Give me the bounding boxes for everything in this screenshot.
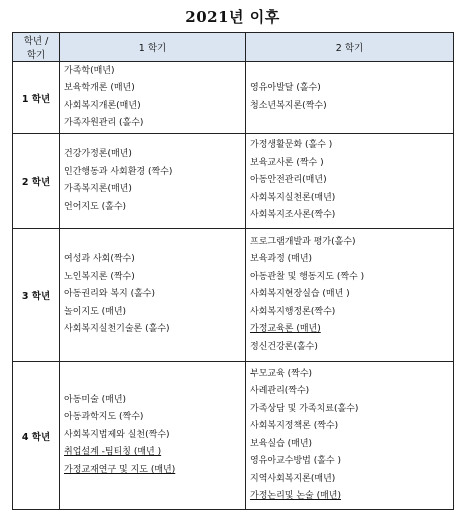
course-item: 지역사회복지론(매년) xyxy=(250,473,336,484)
curriculum-table xyxy=(12,32,454,510)
semester2-courses xyxy=(246,134,454,229)
semester1-courses xyxy=(60,362,246,510)
course-item: 아동권리와 복지 (홀수) xyxy=(64,289,155,300)
semester2-courses xyxy=(246,229,454,362)
course-item: 사회복지개론(매년) xyxy=(64,100,141,111)
course-item: 가족학(매년) xyxy=(64,65,115,76)
year-label: 1 학년 xyxy=(13,62,60,134)
header-semester-label: 학기 xyxy=(26,50,46,61)
course-item: 보육실습 (매년) xyxy=(250,438,313,449)
course-item: 사례관리(짝수) xyxy=(250,386,310,396)
semester1-header: 1 학기 xyxy=(60,33,246,62)
course-item: 가족복지론(매년) xyxy=(64,184,132,194)
course-item: 여성과 사회(짝수) xyxy=(64,254,135,265)
course-item: 언어지도 (홀수) xyxy=(64,201,127,212)
semester1-courses xyxy=(60,134,246,229)
semester2-courses xyxy=(246,362,454,510)
course-item: 영유아교수방법 (홀수 ) xyxy=(250,456,341,466)
course-item: 아동미술 (매년) xyxy=(64,394,127,405)
course-item: 아동관찰 및 행동지도 (짝수 ) xyxy=(250,271,365,282)
course-item: 사회복지실천론(매년) xyxy=(250,192,336,203)
course-item: 노인복지론 (짝수) xyxy=(64,271,135,282)
header-row xyxy=(13,33,454,62)
header-year-label: 학년 / xyxy=(23,36,49,47)
year-semester-header xyxy=(13,33,60,62)
year-row-4 xyxy=(13,362,454,510)
course-item: 가정생활문화 (홀수 ) xyxy=(250,140,333,151)
course-item: 아동안전관리(매년) xyxy=(250,175,327,186)
course-item: 사회복지행정론(짝수) xyxy=(250,306,336,317)
course-item: 인간행동과 사회환경 (짝수) xyxy=(64,166,173,177)
course-item: 보육교사론 (짝수 ) xyxy=(250,157,324,168)
course-item: 사회복지실천기술론 (홀수) xyxy=(64,324,170,335)
semester1-courses xyxy=(60,62,246,134)
course-item: 놀이지도 (매년) xyxy=(64,306,127,317)
page-title: 2021년 이후 xyxy=(185,8,280,26)
year-label: 3 학년 xyxy=(13,229,60,362)
year-row-2 xyxy=(13,134,454,229)
course-item: 보육과정 (매년) xyxy=(250,254,313,265)
course-item: 가족자원관리 (홀수) xyxy=(64,118,144,128)
course-item: 보육학개론 (매년) xyxy=(64,83,135,93)
year-label: 2 학년 xyxy=(13,134,60,229)
year-label: 4 학년 xyxy=(13,362,60,510)
course-item: 취업설계 -팀티칭 (매년 ) xyxy=(64,447,162,458)
course-item: 가정교육론 (매년) xyxy=(250,324,321,335)
year-row-3 xyxy=(13,229,454,362)
course-item: 사회복지법제와 실천(짝수) xyxy=(64,429,170,440)
course-item: 가정교재연구 및 지도 (매년) xyxy=(64,464,176,475)
year-row-1 xyxy=(13,62,454,134)
course-item: 부모교육 (짝수) xyxy=(250,368,313,379)
semester1-courses xyxy=(60,229,246,362)
course-item: 건강가정론(매년) xyxy=(64,149,132,159)
course-item: 정신건강론(홀수) xyxy=(250,341,318,352)
course-item: 사회복지현장실습 (매년 ) xyxy=(250,289,350,300)
course-item: 아동과학지도 (짝수) xyxy=(64,412,144,423)
semester2-courses xyxy=(246,62,454,134)
course-item: 영유아발달 (홀수) xyxy=(250,83,321,93)
course-item: 프로그램개발과 평가(홀수) xyxy=(250,236,356,247)
course-item: 가족상담 및 가족치료(홀수) xyxy=(250,403,359,414)
course-item: 청소년복지론(짝수) xyxy=(250,100,327,111)
course-item: 가정논리및 논술 (매년) xyxy=(250,491,341,501)
course-item: 사회복지정책론 (짝수) xyxy=(250,421,339,431)
course-item: 사회복지조사론(짝수) xyxy=(250,210,336,221)
semester2-header: 2 학기 xyxy=(246,33,454,62)
